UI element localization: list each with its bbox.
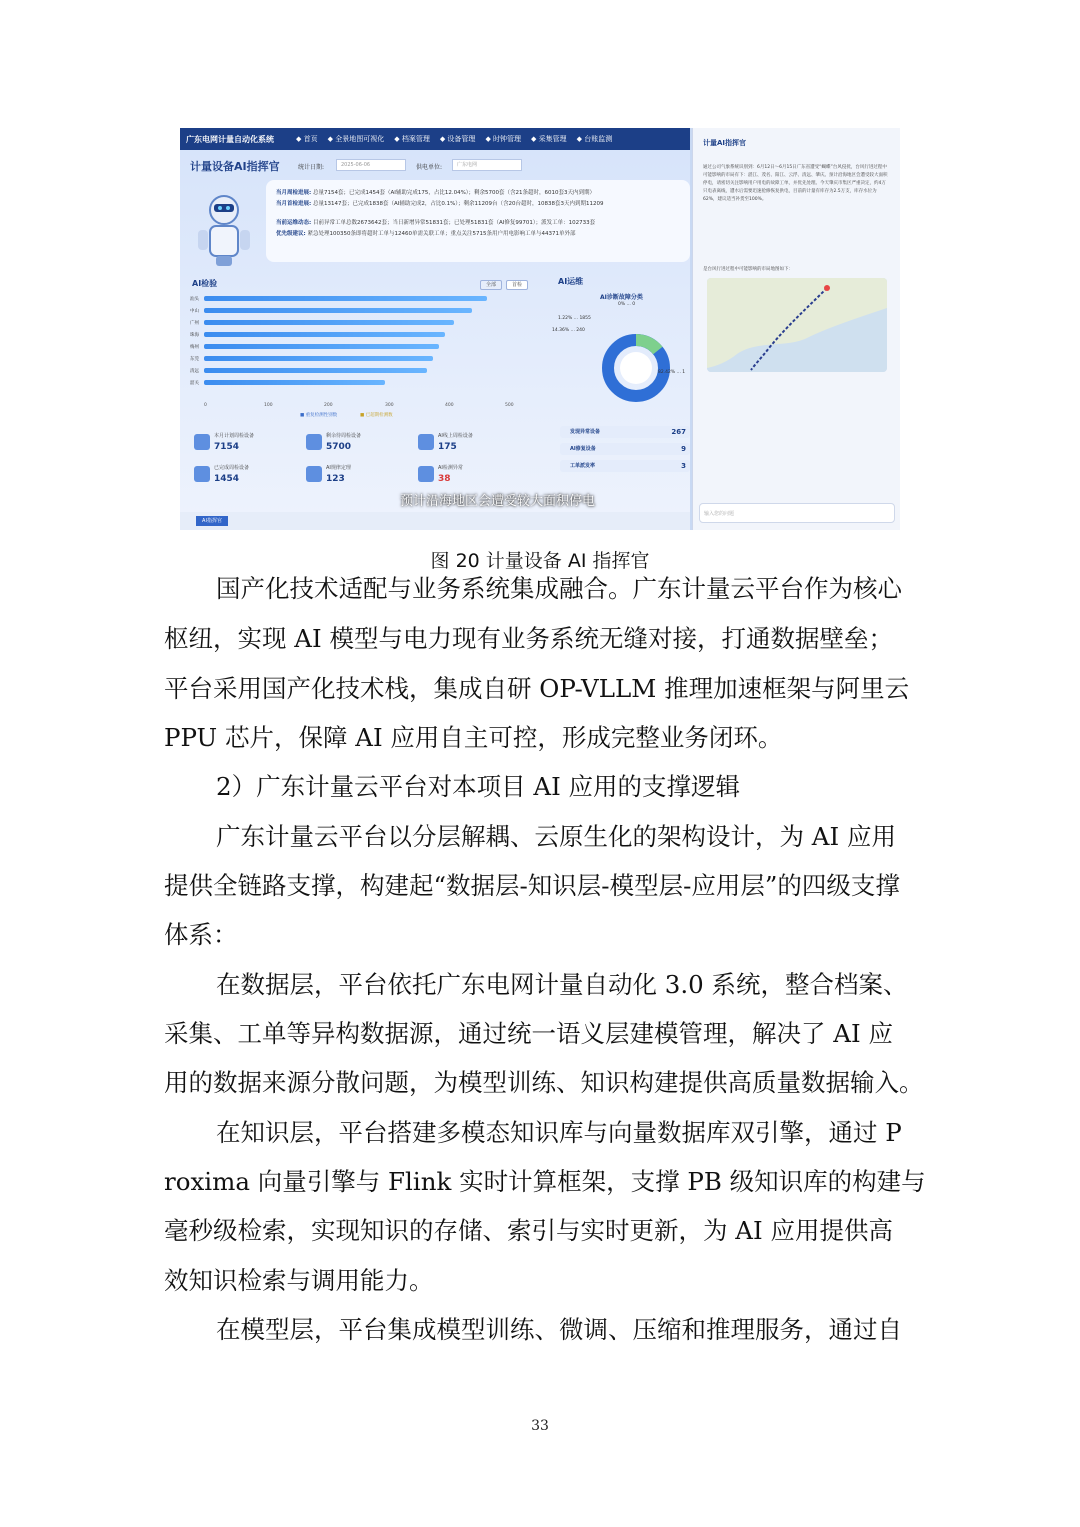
bar-mark	[204, 332, 445, 337]
typhoon-map	[707, 278, 887, 372]
bar-row-3	[190, 332, 530, 337]
bar-mark	[204, 368, 427, 373]
robot-illustration	[194, 190, 254, 270]
nav-item-ledger[interactable]: ◆ 台账监测	[576, 135, 613, 143]
chat-title: 计量AI指挥官	[703, 139, 747, 147]
figure-caption: 图 20 计量设备 AI 指挥官	[430, 550, 650, 572]
donut-label: 82.42% ... 1	[658, 370, 686, 375]
kpi-remaining: 剩余待周检设备 5700	[306, 430, 416, 460]
axis-tick: 0	[204, 403, 207, 408]
axis-tick: 300	[385, 403, 394, 408]
donut-label: 1.22% ... 1855	[558, 316, 591, 321]
body-line: roxima 向量引擎与 Flink 实时计算框架，支撑 PB 级知识库的构建与	[164, 1167, 926, 1196]
bar-mark	[204, 380, 385, 385]
bar-mark	[204, 356, 433, 361]
bar-row-1	[190, 308, 530, 313]
date-input[interactable]: 2025-06-06	[336, 159, 406, 171]
kpi-ai-rule: AI规律定理 123	[306, 462, 416, 492]
search-icon	[418, 466, 434, 482]
bar-label: 中山	[190, 309, 199, 314]
donut-hole	[620, 352, 652, 384]
stat-line: 当月首检进展: 总量13147套；已完成1838套（AI辅助完成2，占比0.1%）；剩余11209台（含20台超时，10838套3天内到期11209	[276, 201, 604, 207]
kpi-completed: 已完成周检设备 1454	[194, 462, 304, 492]
bar-mark	[204, 296, 487, 301]
axis-tick: 500	[505, 403, 514, 408]
body-line: 效知识检索与调用能力。	[164, 1266, 434, 1295]
stat-line: 当前运维动态: 目前异常工单总数2673642套；当日新增异常51831套；已处理51831套（AI修复99701）；派发工单：102733套	[276, 220, 596, 226]
fault-donut-chart	[598, 330, 674, 406]
figure-screenshot	[180, 128, 900, 530]
bar-mark	[204, 308, 472, 313]
body-line: 枢纽，实现 AI 模型与电力现有业务系统无缝对接，打通数据壁垒；	[164, 624, 893, 653]
bar-label: 东莞	[190, 357, 199, 362]
nav-item-device[interactable]: ◆ 设备管理	[439, 135, 476, 143]
kpi-planned: 本月计划周检设备 7154	[194, 430, 304, 460]
chat-input[interactable]: 输入您的问题	[699, 503, 895, 523]
axis-tick: 400	[445, 403, 454, 408]
axis-tick: 100	[264, 403, 273, 408]
body-line: 提供全链路支撑，构建起“数据层-知识层-模型层-应用层”的四级支撑	[164, 871, 900, 900]
body-line: 用的数据来源分散问题，为模型训练、知识构建提供高质量数据输入。	[164, 1068, 924, 1097]
toggle-all[interactable]: 全部	[480, 280, 502, 290]
chat-panel	[692, 128, 900, 530]
ops-item-repair[interactable]: AI修复设备 9	[560, 443, 690, 455]
chat-map-prompt: 是台风行进过程中可能影响的市局地图如下：	[703, 267, 793, 272]
ops-item-dispatch[interactable]: 工单派发率 3	[560, 460, 690, 472]
bar-row-2	[190, 320, 530, 325]
bar-row-4	[190, 344, 530, 349]
donut-label: 14.36% ... 240	[552, 328, 585, 333]
body-line: 在模型层，平台集成模型训练、微调、压缩和推理服务，通过自	[216, 1315, 902, 1344]
rule-icon	[306, 466, 322, 482]
body-line: PPU 芯片，保障 AI 应用自主可控，形成完整业务闭环。	[164, 723, 783, 752]
nav-item-home[interactable]: ◆ 首页	[296, 135, 318, 143]
bar-mark	[204, 320, 454, 325]
body-line: 平台采用国产化技术栈，集成自研 OP-VLLM 推理加速框架与阿里云	[164, 674, 910, 703]
stat-line: 优先级建议: 紧急处理100350条即将超时工单与12460单需关联工单；重点关注5715条用户用电影响工单与44371单外部	[276, 231, 576, 237]
body-line: 体系：	[164, 920, 238, 949]
unit-select[interactable]: 广东电网	[452, 159, 522, 171]
ai-check-title: AI检验	[192, 279, 218, 288]
date-label: 统计日期:	[298, 164, 325, 171]
nav-item-clock[interactable]: ◆ 时钟管理	[485, 135, 522, 143]
ai-ops-subtitle: AI诊断故障分类	[600, 294, 643, 301]
bottom-bar	[180, 512, 690, 530]
check-icon	[194, 466, 210, 482]
bar-row-6	[190, 368, 530, 373]
unit-label: 供电单位:	[416, 164, 443, 171]
body-line: 在数据层，平台依托广东电网计量自动化 3.0 系统，整合档案、	[216, 970, 908, 999]
bar-row-0	[190, 296, 530, 301]
device-icon	[194, 434, 210, 450]
bar-label: 韶关	[190, 381, 199, 386]
app-title: 广东电网计量自动化系统	[186, 134, 274, 144]
toggle-first[interactable]: 首检	[506, 280, 528, 290]
section-heading: 2）广东计量云平台对本项目 AI 应用的支撑逻辑	[216, 772, 741, 801]
axis-tick: 200	[324, 403, 333, 408]
bar-row-5	[190, 356, 530, 361]
kpi-ai-anomaly: AI检测异常 38	[418, 462, 528, 492]
ai-icon	[418, 434, 434, 450]
ops-item-abnormal[interactable]: 发现异常设备 267	[560, 426, 690, 438]
bar-label: 珠海	[190, 333, 199, 338]
nav-item-archive[interactable]: ◆ 档案管理	[394, 135, 430, 143]
bar-label: 梅州	[190, 345, 199, 350]
body-line: 在知识层，平台搭建多模态知识库与向量数据库双引擎，通过 P	[216, 1118, 902, 1147]
chat-message: 通过公司气象系统识别到：6月12日～6月15日广东省遭受“蝴蝶”台风侵扰，台风行进过程中可能影响的市局有下：湛江、茂名、阳江、云浮、清远、肇庆。预计沿海地区会遭受较大面积停电，请密切关注影响用户用电的故障工单，并优先处理。今天肇庆市集区严重决定，约4万只电表离线，遭水后需要迅速抢修恢复供电，目前的计量有库存为2.5万支，库存水位为62%，建议适当补货至100%。	[703, 165, 888, 202]
ai-commander-tab[interactable]: AI指挥官	[196, 516, 228, 526]
donut-label: 0% ... 0	[618, 302, 636, 307]
bar-label: 清远	[190, 369, 199, 374]
bar-row-7	[190, 380, 530, 385]
video-subtitle: 预计沿海地区会遭受较大面积停电	[400, 494, 596, 509]
bar-label: 汕头	[190, 297, 199, 302]
top-nav	[180, 128, 690, 150]
body-line: 国产化技术适配与业务系统集成融合。广东计量云平台作为核心	[216, 574, 902, 603]
stat-line: 当月周检进展: 总量7154套；已完成1454套（AI辅助完成175，占比12.04%）；剩余5700套（含21条超时，6010套3天内到期）	[276, 190, 596, 196]
legend-item: ■ 已超期检测数	[360, 413, 393, 418]
stats-box	[266, 180, 690, 262]
bar-label: 广州	[190, 321, 199, 326]
ai-ops-title: AI运维	[558, 277, 584, 286]
page-number: 33	[531, 1418, 549, 1434]
body-line: 采集、工单等异构数据源，通过统一语义层建模管理，解决了 AI 应	[164, 1019, 893, 1048]
legend-item: ■ 重复检测性别数	[300, 413, 338, 418]
nav-item-map[interactable]: ◆ 全景地图可视化	[327, 135, 385, 143]
nav-item-collect[interactable]: ◆ 采集管理	[531, 135, 567, 143]
body-line: 毫秒级检索，实现知识的存储、索引与实时更新，为 AI 应用提供高	[164, 1216, 893, 1245]
body-line: 广东计量云平台以分层解耦、云原生化的架构设计，为 AI 应用	[216, 822, 896, 851]
dashboard-title: 计量设备AI指挥官	[190, 160, 280, 173]
clock-icon	[306, 434, 322, 450]
bar-mark	[204, 344, 439, 349]
dashboard	[180, 150, 690, 530]
kpi-ai-online: AI线上周检设备 175	[418, 430, 528, 460]
